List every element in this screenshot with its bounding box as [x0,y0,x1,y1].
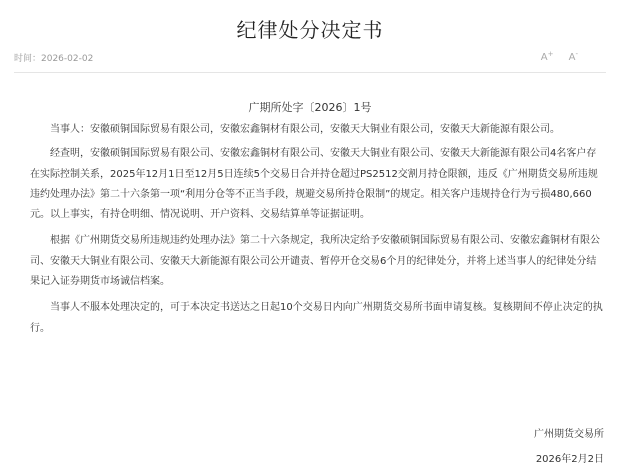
document-body [30,120,606,339]
font-increase-button[interactable] [541,50,554,63]
paragraph-appeal: 当事人不服本处理决定的，可于本决定书送达之日起10个交易日内向广州期货交易所书面申请复核。复核期间不停止决定的执行。 [30,302,603,334]
publish-time: 时间：2026-02-02 [14,54,94,64]
plus-icon: + [547,50,554,58]
document-number: 广期所处字〔2026〕1号 [248,101,372,114]
paragraph-party: 当事人：安徽硕铜国际贸易有限公司，安徽宏鑫铜材有限公司，安徽天大铜业有限公司，安徽天大新能源有限公司。 [50,124,560,135]
font-decrease-button[interactable] [569,50,578,63]
page-title: 纪律处分决定书 [236,18,384,42]
font-decrease-label: A [568,52,576,64]
font-size-controls [529,50,578,63]
minus-icon: - [575,50,578,58]
signature-date: 2026年2月2日 [535,454,604,465]
header-divider [14,72,606,73]
font-increase-label: A [540,52,548,64]
paragraph-decision: 根据《广州期货交易所违规违约处理办法》第二十六条规定，我所决定给予安徽硕铜国际贸易有限公司、安徽宏鑫铜材有限公司、安徽天大铜业有限公司、安徽天大新能源有限公司公开谴责、暂停开仓交易6个月的纪律处分，并将上述当事人的纪律处分结果记入证券期货市场诚信档案。 [30,235,600,288]
signature: 广州期货交易所 [534,429,604,440]
paragraph-facts: 经查明，安徽硕铜国际贸易有限公司、安徽宏鑫铜材有限公司、安徽天大铜业有限公司、安徽天大新能源有限公司4名客户存在实际控制关系，2025年12月1日至12月5日连续5个交易日合并持仓超过PS2512交割月持仓限额，违反《广州期货交易所违规违约处理办法》第二十六条第一项“利用分仓等不正当手段，规避交易所持仓限制”的规定。相关客户违规持仓行为亏损480,660元。以上事实，有持仓明细、情况说明、开户资料、交易结算单等证据证明。 [30,148,598,221]
